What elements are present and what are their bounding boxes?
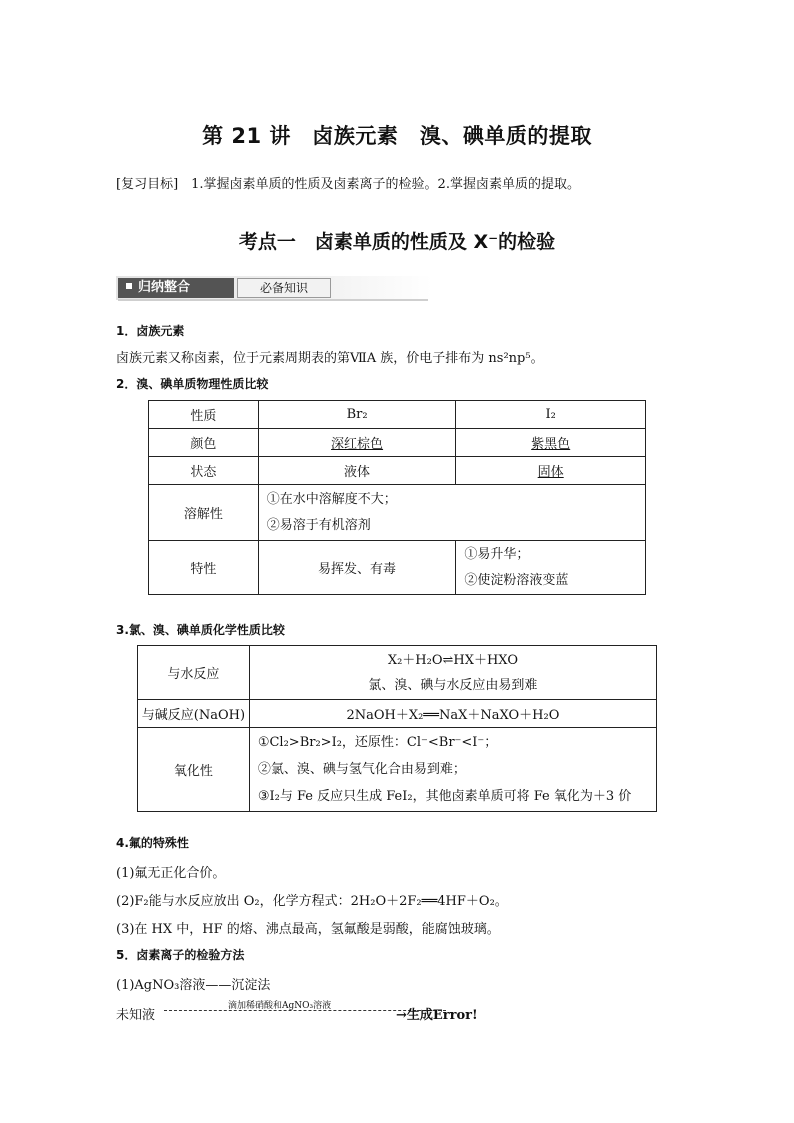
table-cell: 与水反应 xyxy=(138,646,250,700)
table-row xyxy=(149,457,646,485)
section-heading: 考点一 卤素单质的性质及 X⁻的检验 xyxy=(238,231,556,253)
table-cell: 与碱反应(NaOH) xyxy=(138,700,250,728)
table-cell xyxy=(456,541,646,595)
heading-4: 4.氟的特殊性 xyxy=(116,836,189,850)
table-cell-text: 深红棕色 xyxy=(331,437,384,452)
table-cell xyxy=(249,728,656,812)
test-procedure-row xyxy=(116,998,636,1028)
table-row xyxy=(138,728,657,812)
text-1: 卤族元素又称卤素，位于元素周期表的第ⅦA 族，价电子排布为 ns²np⁵。 xyxy=(116,351,544,366)
table-cell xyxy=(456,457,646,485)
table-cell-line: ①易升华； xyxy=(464,546,530,562)
table-row xyxy=(149,485,646,541)
table-cell-line: ①Cl₂>Br₂>I₂，还原性：Cl⁻<Br⁻<I⁻； xyxy=(257,735,498,750)
banner-label-right: 必备知识 xyxy=(237,278,331,298)
table-cell-text: 固体 xyxy=(537,465,564,480)
table-cell: Br₂ xyxy=(258,401,456,429)
chemical-properties-table xyxy=(137,645,657,812)
banner-underline xyxy=(118,299,428,301)
review-goal: [复习目标] 1.掌握卤素单质的性质及卤素离子的检验。2.掌握卤素单质的提取。 xyxy=(116,177,580,192)
table-cell: 颜色 xyxy=(149,429,259,457)
table-cell: 溶解性 xyxy=(149,485,259,541)
result-label: →生成Error! xyxy=(396,1008,478,1023)
text-4-3: (3)在 HX 中，HF 的熔、沸点最高，氢氟酸是弱酸，能腐蚀玻璃。 xyxy=(116,922,500,937)
square-icon xyxy=(126,283,132,289)
table-cell-line: ②氯、溴、碘与氢气化合由易到难； xyxy=(257,762,466,777)
page-title: 第 21 讲 卤族元素 溴、碘单质的提取 xyxy=(202,124,592,148)
table-cell: 液体 xyxy=(258,457,456,485)
heading-5: 5．卤素离子的检验方法 xyxy=(116,948,245,962)
table-cell-line: ②易溶于有机溶剂 xyxy=(266,517,371,533)
banner-left-text: 归纳整合 xyxy=(138,280,191,295)
table-cell-line: ③I₂与 Fe 反应只生成 FeI₂，其他卤素单质可将 Fe 氧化为＋3 价 xyxy=(257,789,632,804)
table-cell-line: X₂＋H₂O⇌HX＋HXO xyxy=(387,652,518,668)
table-cell xyxy=(249,646,656,700)
heading-2: 2．溴、碘单质物理性质比较 xyxy=(116,377,269,391)
table-row xyxy=(138,700,657,728)
table-cell: 易挥发、有毒 xyxy=(258,541,456,595)
table-row xyxy=(138,646,657,700)
table-cell-line: ②使淀粉溶液变蓝 xyxy=(464,572,569,588)
heading-3: 3.氯、溴、碘单质化学性质比较 xyxy=(116,623,285,637)
heading-1: 1．卤族元素 xyxy=(116,324,185,338)
table-cell xyxy=(258,485,645,541)
text-4-1: (1)氟无正化合价。 xyxy=(116,866,226,881)
table-row xyxy=(149,401,646,429)
table-row xyxy=(149,541,646,595)
unknown-solution-label: 未知液 xyxy=(116,1008,156,1023)
table-cell: 2NaOH＋X₂══NaX＋NaXO＋H₂O xyxy=(249,700,656,728)
table-cell: 特性 xyxy=(149,541,259,595)
table-cell: I₂ xyxy=(456,401,646,429)
text-5-1: (1)AgNO₃溶液——沉淀法 xyxy=(116,978,271,993)
table-cell: 氧化性 xyxy=(138,728,250,812)
table-row xyxy=(149,429,646,457)
table-cell-line: 氯、溴、碘与水反应由易到难 xyxy=(368,677,538,693)
section-banner xyxy=(116,276,432,302)
table-cell-text: 紫黑色 xyxy=(531,437,571,452)
table-cell xyxy=(258,429,456,457)
text-4-2: (2)F₂能与水反应放出 O₂，化学方程式：2H₂O＋2F₂══4HF＋O₂。 xyxy=(116,894,508,909)
reagent-label: 滴加稀硝酸和AgNO₃溶液 xyxy=(228,1001,332,1011)
physical-properties-table xyxy=(148,400,646,595)
banner-label-left xyxy=(118,278,234,298)
table-cell: 状态 xyxy=(149,457,259,485)
table-cell xyxy=(456,429,646,457)
table-cell-line: ①在水中溶解度不大； xyxy=(266,491,397,507)
table-cell: 性质 xyxy=(149,401,259,429)
